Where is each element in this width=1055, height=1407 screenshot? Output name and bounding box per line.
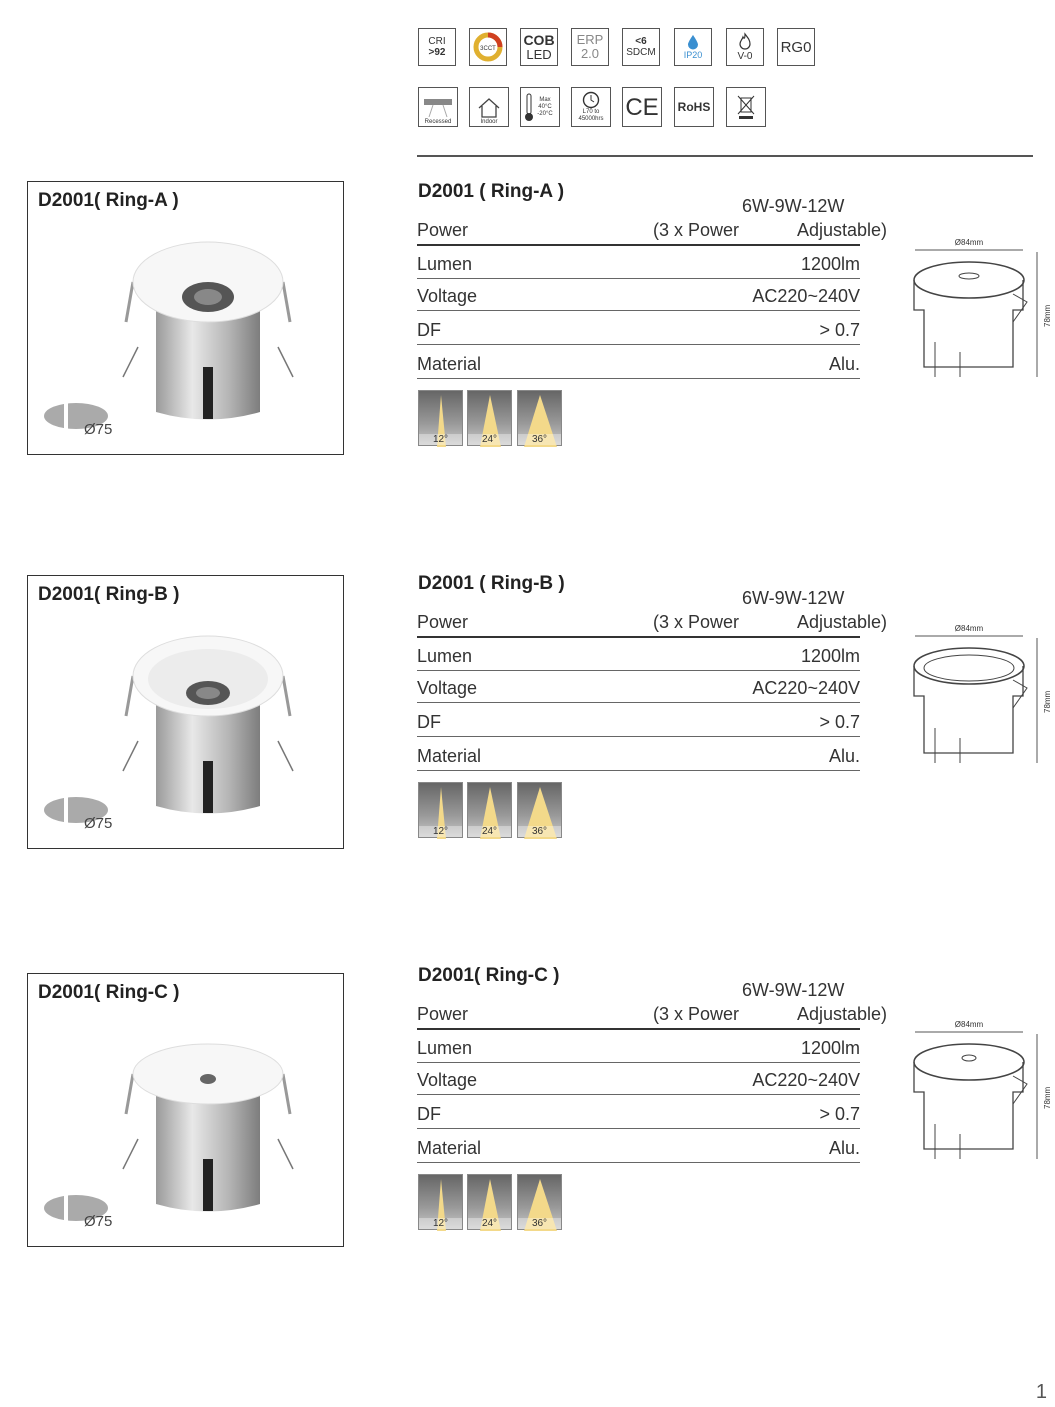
house-icon bbox=[476, 97, 502, 119]
header-divider bbox=[417, 155, 1033, 157]
spec-row-df: DF > 0.7 bbox=[417, 704, 860, 737]
spec-row-lumen: Lumen 1200lm bbox=[417, 246, 860, 279]
spec-row-df: DF > 0.7 bbox=[417, 1096, 860, 1129]
flame-icon bbox=[736, 33, 754, 51]
cob-led-badge: COB LED bbox=[520, 28, 558, 66]
svg-text:Ø84mm: Ø84mm bbox=[954, 238, 984, 247]
cutout-size: Ø75 bbox=[84, 1213, 113, 1230]
spec-row-material: Material Alu. bbox=[417, 1130, 860, 1163]
cutout-diagram bbox=[44, 790, 114, 830]
spec-title: D2001 ( Ring-A ) bbox=[418, 181, 565, 202]
cutout-size: Ø75 bbox=[84, 815, 113, 832]
lifetime-badge: L70 to 45000hrs bbox=[571, 87, 611, 127]
beam-angle-12: 12° bbox=[418, 782, 463, 838]
temperature-badge: Max 40°C -20°C bbox=[520, 87, 560, 127]
svg-text:78mm: 78mm bbox=[1043, 690, 1052, 713]
cutout-diagram bbox=[44, 1188, 114, 1228]
svg-text:3CCT: 3CCT bbox=[480, 46, 496, 52]
crossed-bin-icon bbox=[735, 93, 757, 121]
dimension-drawing bbox=[905, 618, 1052, 778]
product-image-box bbox=[27, 973, 344, 1247]
ce-badge: CE bbox=[622, 87, 662, 127]
svg-text:Ø84mm: Ø84mm bbox=[954, 1020, 984, 1029]
rg0-badge: RG0 bbox=[777, 28, 815, 66]
dimension-drawing bbox=[905, 1014, 1052, 1174]
product-image-box bbox=[27, 181, 344, 455]
spec-row-power: Power (3 x Power Adjustable) bbox=[417, 604, 860, 638]
weee-badge bbox=[726, 87, 766, 127]
cri-badge: CRI >92 bbox=[418, 28, 456, 66]
svg-text:Ø84mm: Ø84mm bbox=[954, 624, 984, 633]
recessed-badge: Recessed bbox=[418, 87, 458, 127]
product-image-box bbox=[27, 575, 344, 849]
wattage: 6W-9W-12W bbox=[742, 980, 845, 1000]
spec-row-material: Material Alu. bbox=[417, 738, 860, 771]
wattage: 6W-9W-12W bbox=[742, 196, 845, 216]
water-drop-icon bbox=[685, 34, 701, 50]
rohs-badge: RoHS bbox=[674, 87, 714, 127]
cutout-size: Ø75 bbox=[84, 421, 113, 438]
beam-angle-12: 12° bbox=[418, 390, 463, 446]
svg-text:78mm: 78mm bbox=[1043, 1086, 1052, 1109]
erp-badge: ERP 2.0 bbox=[571, 28, 609, 66]
wattage: 6W-9W-12W bbox=[742, 588, 845, 608]
spec-row-lumen: Lumen 1200lm bbox=[417, 1030, 860, 1063]
product-box-name: D2001( Ring-A ) bbox=[38, 190, 179, 211]
cutout-diagram bbox=[44, 396, 114, 436]
spec-row-lumen: Lumen 1200lm bbox=[417, 638, 860, 671]
thermometer-icon bbox=[524, 92, 534, 122]
spec-row-voltage: Voltage AC220~240V bbox=[417, 670, 860, 703]
spec-row-material: Material Alu. bbox=[417, 346, 860, 379]
spec-row-df: DF > 0.7 bbox=[417, 312, 860, 345]
downlight-photo bbox=[118, 631, 298, 821]
spec-row-voltage: Voltage AC220~240V bbox=[417, 278, 860, 311]
beam-angle-24: 24° bbox=[467, 782, 512, 838]
ip20-badge: IP20 bbox=[674, 28, 712, 66]
beam-angle-24: 24° bbox=[467, 390, 512, 446]
beam-angle-24: 24° bbox=[467, 1174, 512, 1230]
spec-title: D2001( Ring-C ) bbox=[418, 965, 560, 986]
product-box-name: D2001( Ring-B ) bbox=[38, 584, 180, 605]
v0-badge: V-0 bbox=[726, 28, 764, 66]
page-number: 1 bbox=[1035, 1381, 1047, 1403]
beam-angle-12: 12° bbox=[418, 1174, 463, 1230]
color-wheel-icon bbox=[473, 32, 503, 62]
spec-row-power: Power (3 x Power Adjustable) bbox=[417, 996, 860, 1030]
sdcm-badge: <6 SDCM bbox=[622, 28, 660, 66]
spec-row-power: Power (3 x Power Adjustable) bbox=[417, 212, 860, 246]
spec-title: D2001 ( Ring-B ) bbox=[418, 573, 565, 594]
beam-angle-36: 36° bbox=[517, 390, 562, 446]
product-box-name: D2001( Ring-C ) bbox=[38, 982, 180, 1003]
3cct-badge bbox=[469, 28, 507, 66]
recessed-icon bbox=[423, 97, 453, 119]
dimension-drawing bbox=[905, 232, 1052, 392]
svg-text:78mm: 78mm bbox=[1043, 304, 1052, 327]
indoor-badge: Indoor bbox=[469, 87, 509, 127]
clock-icon bbox=[582, 91, 600, 109]
beam-angle-36: 36° bbox=[517, 1174, 562, 1230]
downlight-photo bbox=[118, 1029, 298, 1219]
downlight-photo bbox=[118, 237, 298, 427]
spec-row-voltage: Voltage AC220~240V bbox=[417, 1062, 860, 1095]
beam-angle-36: 36° bbox=[517, 782, 562, 838]
